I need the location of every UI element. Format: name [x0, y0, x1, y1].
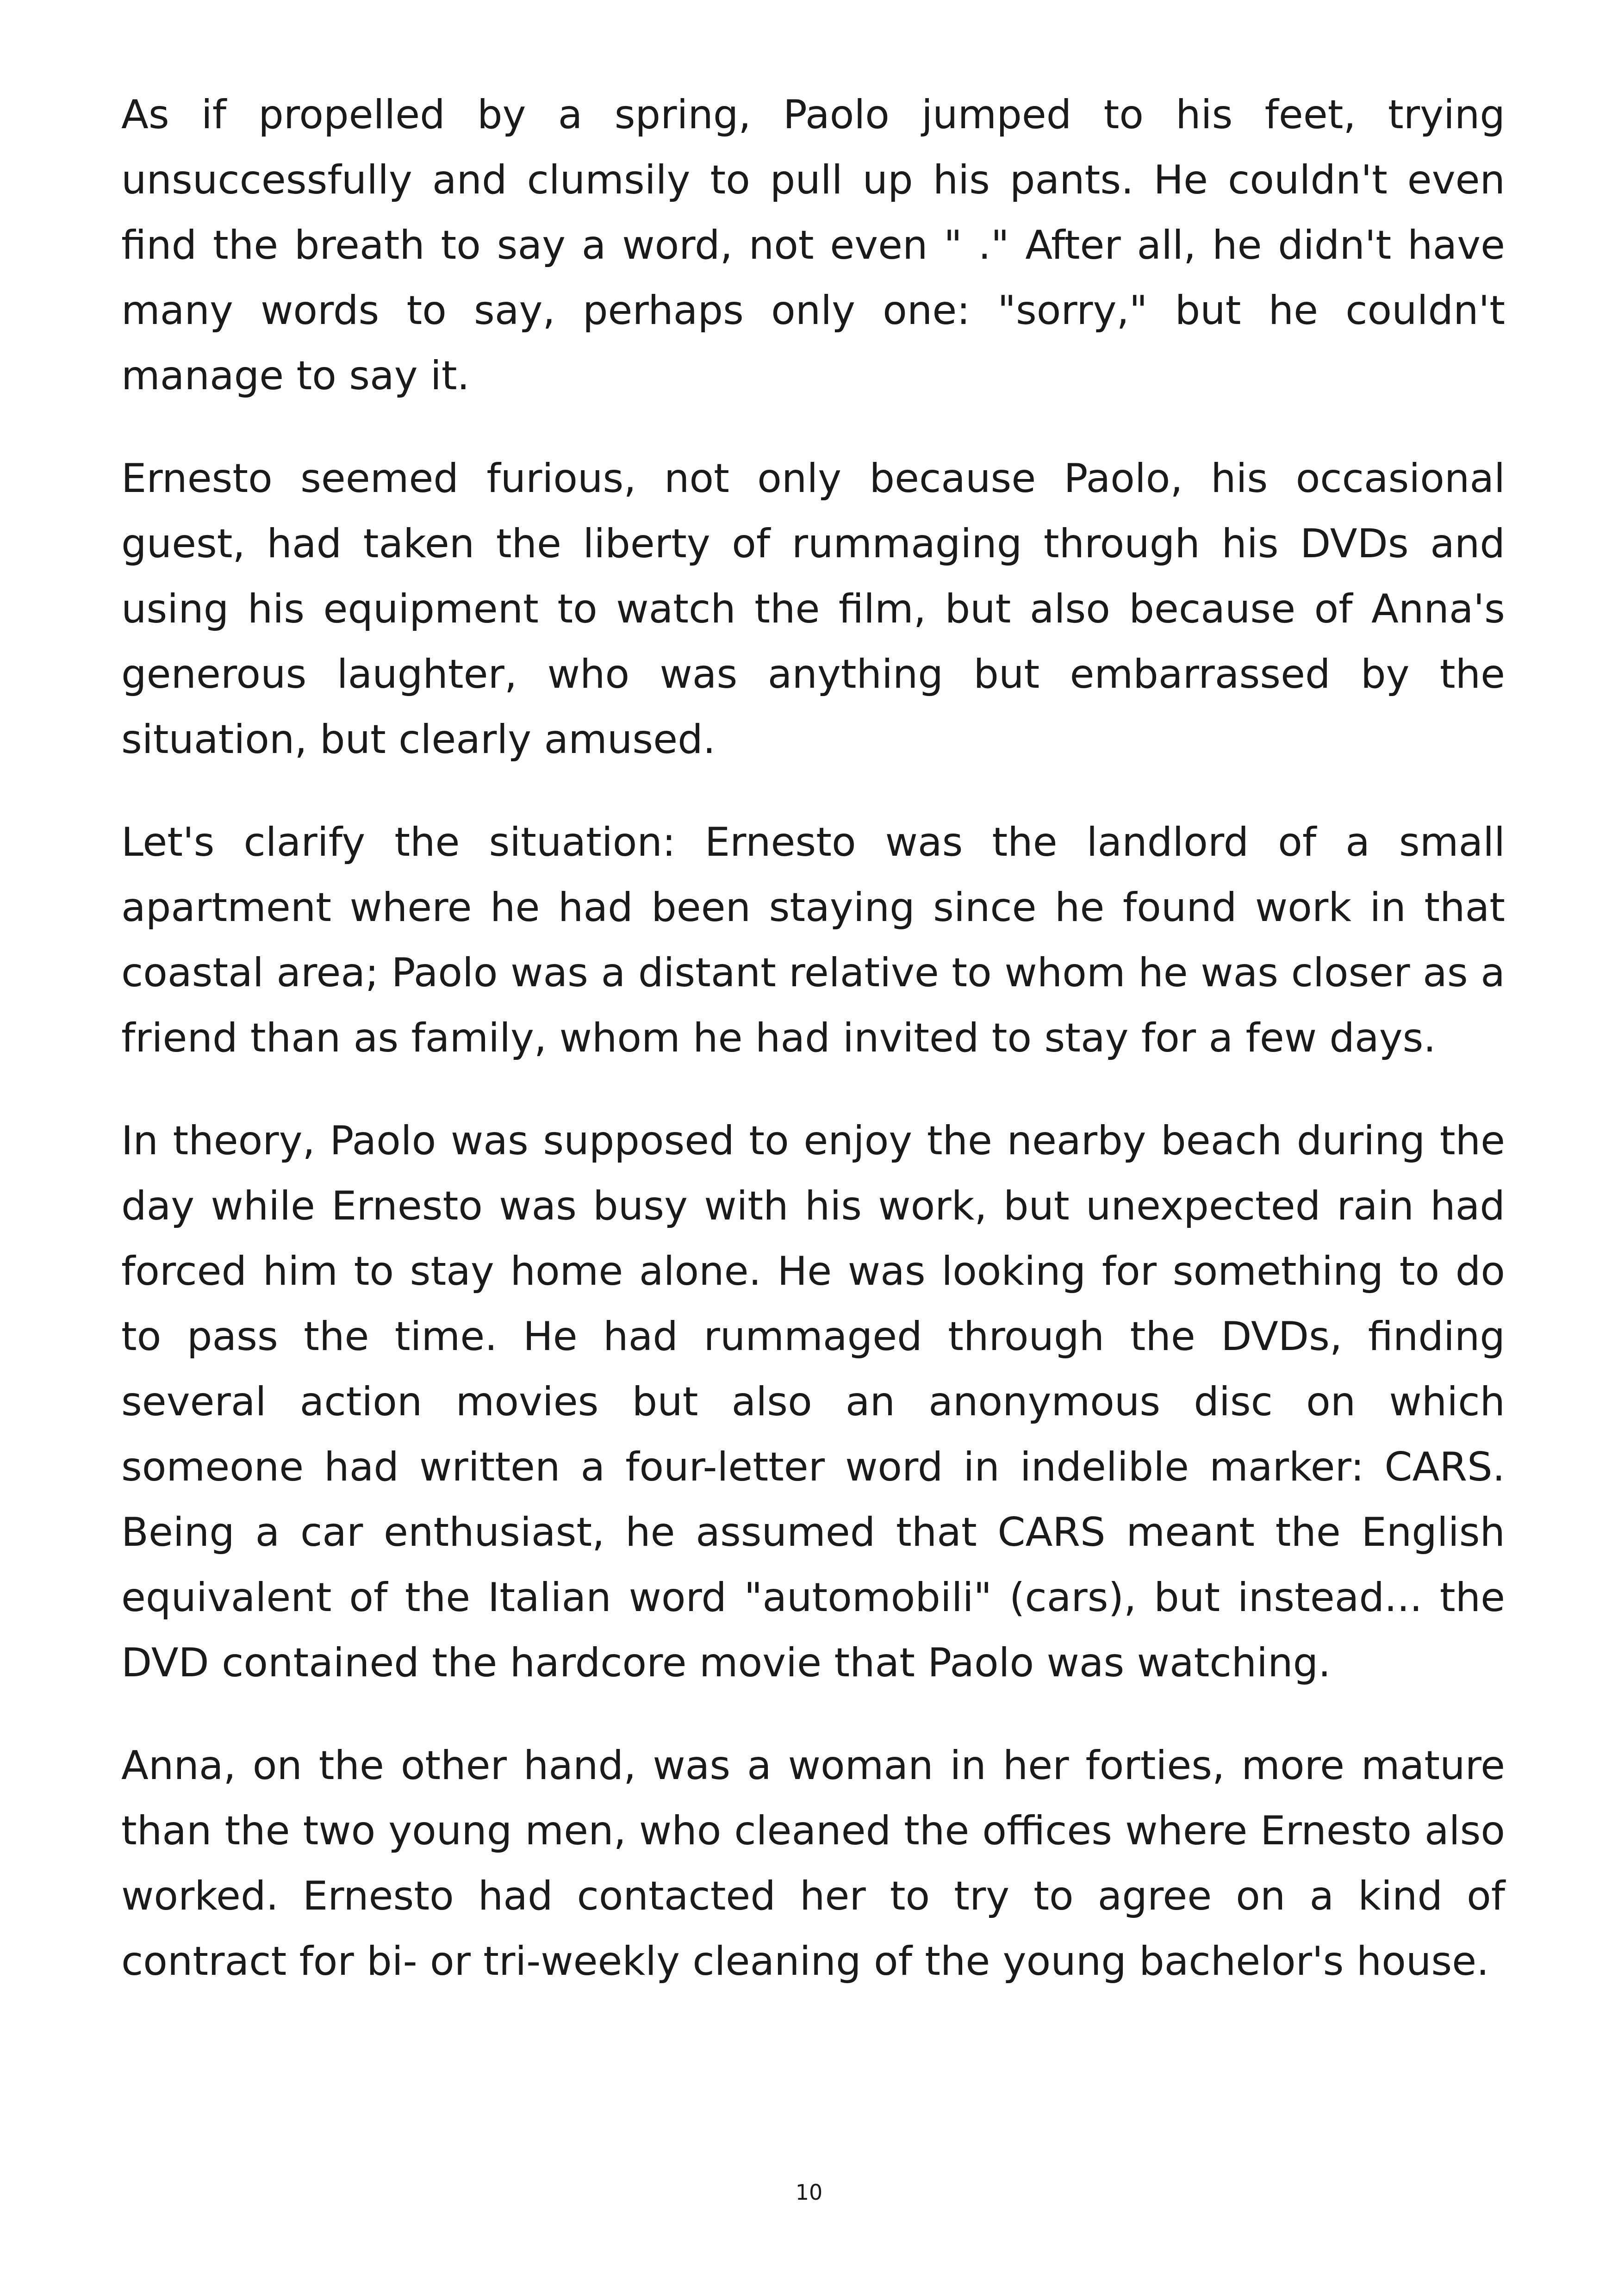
paragraph-3: Let's clarify the situation: Ernesto was the landlord of a small apartment where he had been staying since he found work in that coastal area; Paolo was a distant relative to whom he was closer as a friend than as family, whom he had invited to stay for a few days.	[121, 819, 1505, 1061]
paragraph-1: As if propelled by a spring, Paolo jumped to his feet, trying unsuccessfully and clumsily to pull up his pants. He couldn't even find the breath to say a word, not even " ." After all, he didn't have many words to say, perhaps only one: "sorry," but he couldn't manage to say it.	[121, 92, 1505, 399]
page-number: 10	[795, 2180, 823, 2205]
paragraph-5: Anna, on the other hand, was a woman in her forties, more mature than the two young men, who cleaned the offices where Ernesto also worked. Ernesto had contacted her to try to agree on a kind of contract for bi- or tri-weekly cleaning of the young bachelor's house.	[121, 1742, 1505, 1985]
body-text	[121, 82, 1505, 2032]
paragraph-2: Ernesto seemed furious, not only because Paolo, his occasional guest, had taken the liberty of rummaging through his DVDs and using his equipment to watch the film, but also because of Anna's generous laughter, who was anything but embarrassed by the situation, but clearly amused.	[121, 455, 1505, 763]
paragraph-4: In theory, Paolo was supposed to enjoy the nearby beach during the day while Ernesto was busy with his work, but unexpected rain had forced him to stay home alone. He was looking for something to do to pass the time. He had rummaged through the DVDs, finding several action movies but also an anonymous disc on which someone had written a four-letter word in indelible marker: CARS. Being a car enthusiast, he assumed that CARS meant the English equivalent of the Italian word "automobili" (cars), but instead... the DVD contained the hardcore movie that Paolo was watching.	[121, 1118, 1505, 1686]
